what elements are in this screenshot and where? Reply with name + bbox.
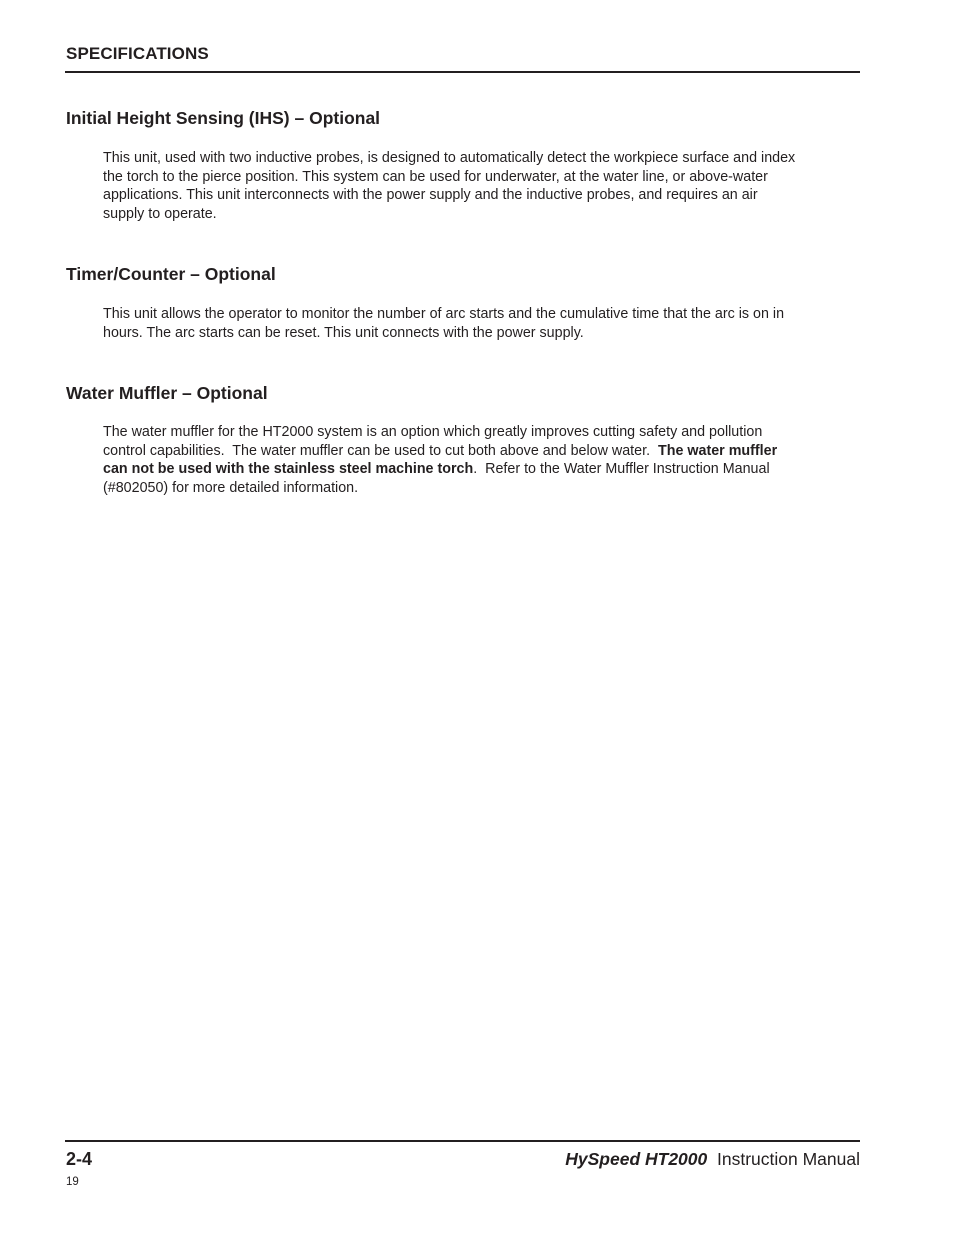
section-heading-ihs: Initial Height Sensing (IHS) – Optional <box>66 108 381 128</box>
footer-rule <box>65 1140 860 1142</box>
body-text: control capabilities. The water muffler can be used to cut both above and below water. <box>103 442 658 459</box>
manual-label: Instruction Manual <box>717 1149 860 1169</box>
body-line: the torch to the pierce position. This system can be used for underwater, at the water line, or above-water <box>103 168 768 185</box>
product-brand: HySpeed HT2000 <box>565 1149 708 1169</box>
body-line: supply to operate. <box>103 206 217 223</box>
body-line: This unit allows the operator to monitor the number of arc starts and the cumulative time that the arc is on in <box>103 306 785 322</box>
footer-manual-title <box>565 1149 860 1170</box>
body-line: applications. This unit interconnects with the power supply and the inductive probes, and requires an air <box>103 187 758 204</box>
header-rule <box>65 71 860 73</box>
warning-text: can not be used with the stainless steel machine torch <box>103 461 474 478</box>
body-line: This unit, used with two inductive probes, is designed to automatically detect the workpiece surface and index <box>103 150 796 166</box>
section-body-ihs <box>103 149 863 224</box>
body-text: . Refer to the Water Muffler Instruction Manual <box>473 461 770 478</box>
page-number: 2-4 <box>66 1149 93 1169</box>
body-line <box>103 442 863 461</box>
warning-text: The water muffler <box>658 442 778 459</box>
body-line <box>103 460 863 479</box>
section-heading-timer-counter: Timer/Counter – Optional <box>66 264 276 284</box>
body-line: (#802050) for more detailed information. <box>103 480 359 497</box>
page-header-title: SPECIFICATIONS <box>66 44 209 63</box>
section-body-timer-counter <box>103 305 863 342</box>
sheet-number: 19 <box>66 1176 79 1188</box>
body-line: hours. The arc starts can be reset. This unit connects with the power supply. <box>103 324 584 341</box>
body-line: The water muffler for the HT2000 system is an option which greatly improves cutting safety and pollution <box>103 424 763 440</box>
section-heading-water-muffler: Water Muffler – Optional <box>66 383 268 403</box>
section-body-water-muffler <box>103 423 863 498</box>
